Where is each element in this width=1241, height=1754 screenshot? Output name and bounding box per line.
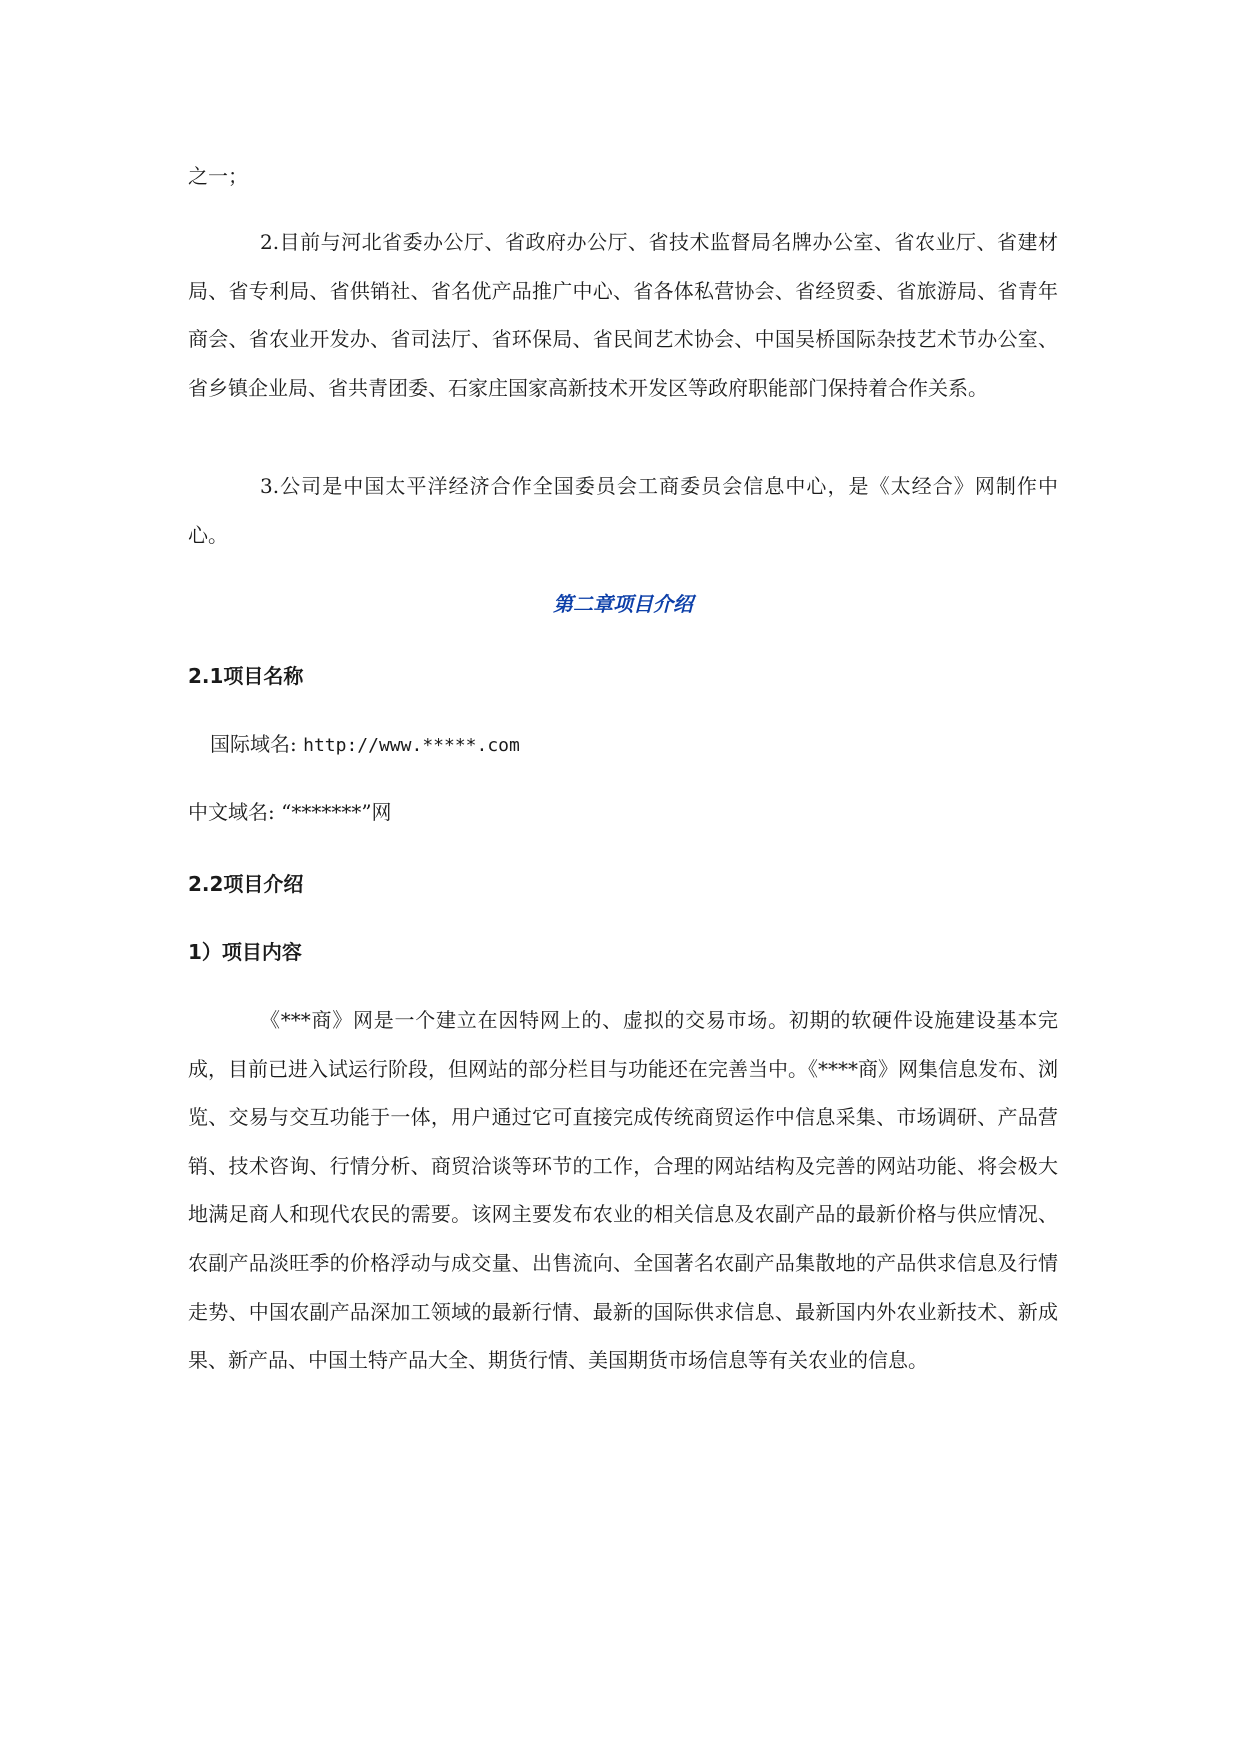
chapter-title: 第二章项目介绍 <box>553 592 693 616</box>
paragraph-partners: 2.目前与河北省委办公厅、省政府办公厅、省技术监督局名牌办公室、省农业厅、省建材局、省专利局、省供销社、省名优产品推广中心、省各体私营协会、省经贸委、省旅游局、省青年商会、省农业开发办、省司法厅、省环保局、省民间艺术协会、中国吴桥国际杂技艺术节办公室、省乡镇企业局、省共青团委、石家庄国家高新技术开发区等政府职能部门保持着合作关系。 <box>188 230 1058 400</box>
cn-domain-value: “*******”网 <box>281 800 392 824</box>
section-heading-project-intro: 2.2项目介绍 <box>188 872 304 896</box>
intl-domain-line <box>210 728 520 757</box>
paragraph-project-content: 《***商》网是一个建立在因特网上的、虚拟的交易市场。初期的软硬件设施建设基本完成，目前已进入试运行阶段，但网站的部分栏目与功能还在完善当中。《****商》网集信息发布、浏览、交易与交互功能于一体，用户通过它可直接完成传统商贸运作中信息采集、市场调研、产品营销、技术咨询、行情分析、商贸洽谈等环节的工作，合理的网站结构及完善的网站功能、将会极大地满足商人和现代农民的需要。该网主要发布农业的相关信息及农副产品的最新价格与供应情况、农副产品淡旺季的价格浮动与成交量、出售流向、全国著名农副产品集散地的产品供求信息及行情走势、中国农副产品深加工领域的最新行情、最新的国际供求信息、最新国内外农业新技术、新成果、新产品、中国土特产品大全、期货行情、美国期货市场信息等有关农业的信息。 <box>188 1008 1058 1373</box>
section-heading-project-name: 2.1项目名称 <box>188 664 304 688</box>
intl-domain-label: 国际域名: <box>210 732 297 756</box>
paragraph-info-center: 3.公司是中国太平洋经济合作全国委员会工商委员会信息中心，是《太经合》网制作中心。 <box>188 474 1058 547</box>
cn-domain-label: 中文域名: <box>188 800 275 824</box>
intl-domain-value: http://www.*****.com <box>303 735 520 756</box>
continuation-line: 之一； <box>188 164 248 188</box>
subsection-heading-content: 1）项目内容 <box>188 940 302 964</box>
cn-domain-line <box>188 796 392 825</box>
